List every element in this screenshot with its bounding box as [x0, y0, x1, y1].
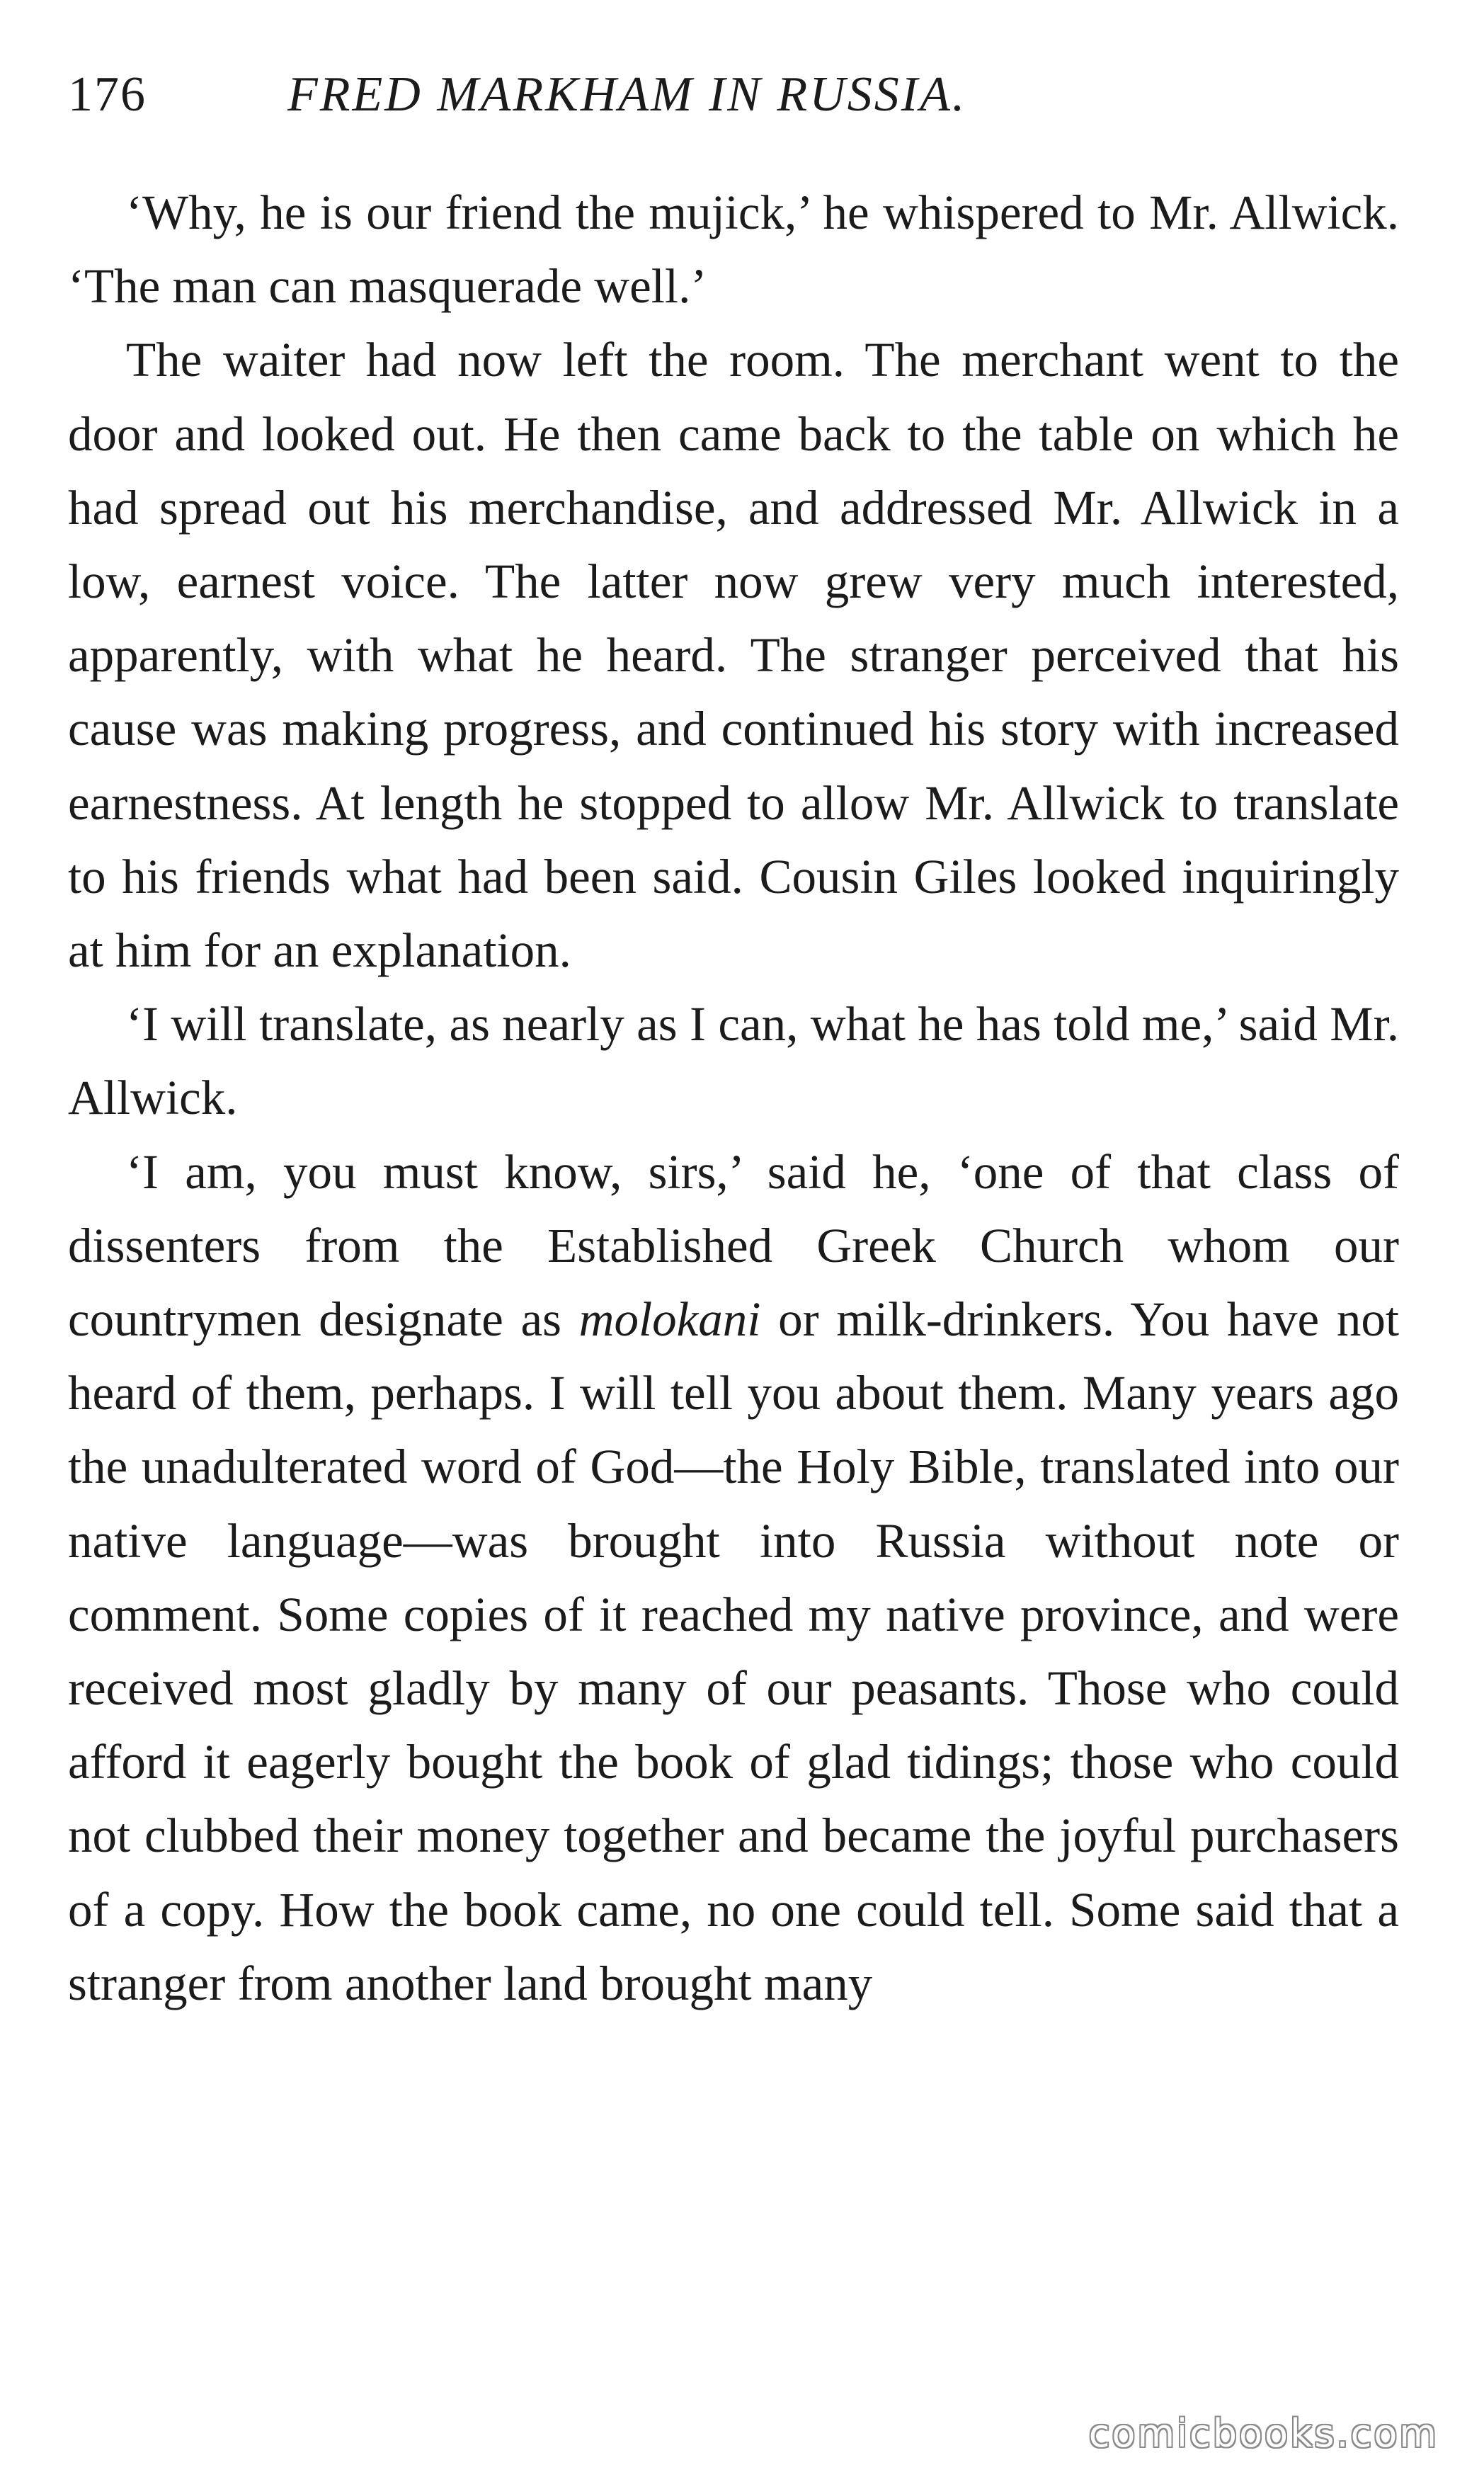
- paragraph-4-rest: or milk-drinkers. You have not heard of them, perhaps. I will tell you about them. Many years ago the unadulterated word of God—the Holy Bible, translated into our native language—was brought into Russia without note or comment. Some copies of it reached my native province, and were received most gladly by many of our peasants. Those who could afford it eagerly bought the book of glad tidings; those who could not clubbed their money together and became the joyful purchasers of a copy. How the book came, no one could tell. Some said that a stranger from another land brought many: [68, 1292, 1399, 2010]
- page-number: 176: [68, 67, 147, 122]
- paragraph-2: The waiter had now left the room. The merchant went to the door and looked out. He then came back to the table on which he had spread out his merchandise, and addressed Mr. Allwick in a low, earnest voice. The latter now grew very much interested, apparently, with what he heard. The stranger perceived that his cause was making progress, and continued his story with increased earnestness. At length he stopped to allow Mr. Allwick to translate to his friends what had been said. Cousin Giles looked inquiringly at him for an explanation.: [68, 333, 1399, 978]
- paragraph-4-start: ‘I am, you must know, sirs,’ said he, ‘one of that class of dissenters from the Established Greek Church whom our countrymen designate as: [68, 1144, 1399, 1347]
- paragraph-1: ‘Why, he is our friend the mujick,’ he whispered to Mr. Allwick. ‘The man can masquerade well.’: [68, 186, 1399, 314]
- italic-term: molokani: [578, 1292, 761, 1347]
- body-text: [68, 176, 1399, 2020]
- page-header: [68, 59, 1406, 144]
- paragraph-4: [68, 1135, 1399, 2020]
- site-watermark: comicbooks.com: [1088, 2411, 1439, 2456]
- running-title: FRED MARKHAM IN RUSSIA.: [287, 67, 967, 122]
- paragraph-3: ‘I will translate, as nearly as I can, what he has told me,’ said Mr. Allwick.: [68, 997, 1399, 1125]
